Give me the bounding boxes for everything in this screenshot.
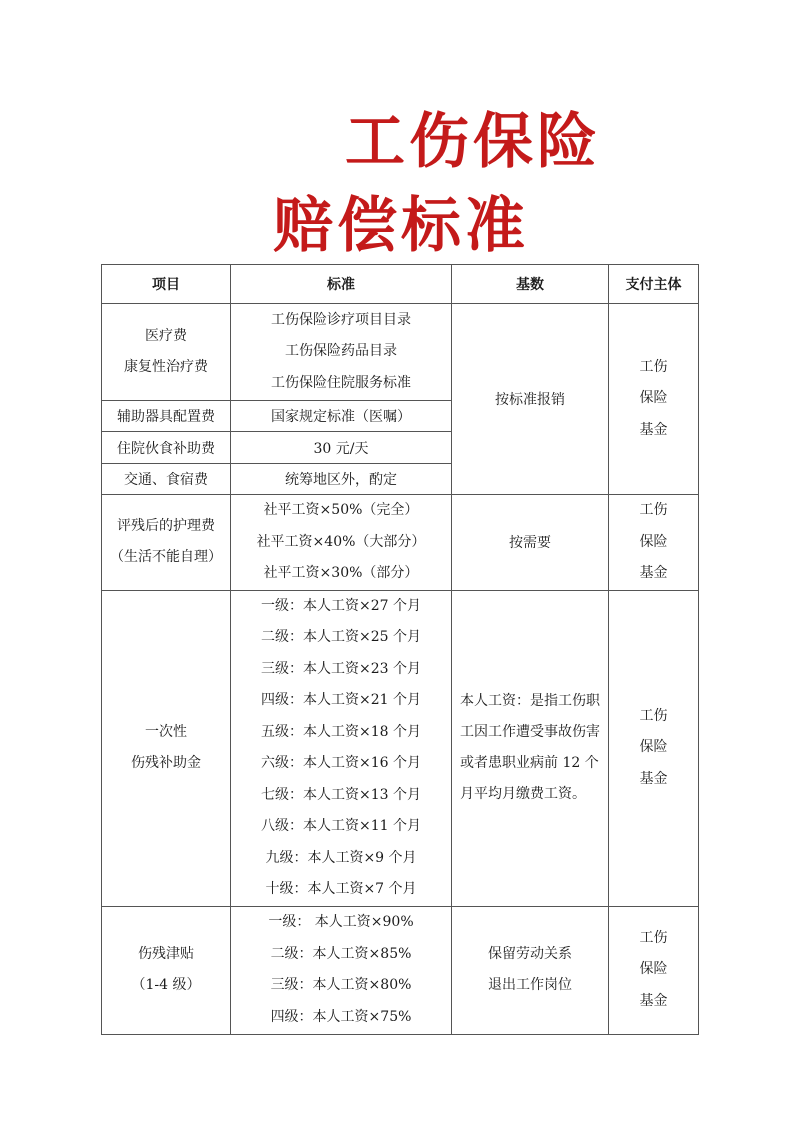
standard-cell: 社平工资×50%（完全） 社平工资×40%（大部分） 社平工资×30%（部分） <box>231 495 452 591</box>
header-standard: 标准 <box>231 265 452 304</box>
table-header-row <box>102 265 699 304</box>
table-row <box>102 495 699 591</box>
table-row <box>102 590 699 906</box>
standard-cell: 工伤保险诊疗项目目录 工伤保险药品目录 工伤保险住院服务标准 <box>231 304 452 401</box>
header-payer: 支付主体 <box>609 265 699 304</box>
item-cell: 住院伙食补助费 <box>102 432 231 464</box>
payer-cell: 工伤 保险 基金 <box>609 304 699 495</box>
payer-cell: 工伤 保险 基金 <box>609 906 699 1034</box>
item-cell: 医疗费 康复性治疗费 <box>102 304 231 401</box>
standard-cell: 统筹地区外，酌定 <box>231 464 452 495</box>
basis-cell: 保留劳动关系 退出工作岗位 <box>452 906 609 1034</box>
basis-cell: 按需要 <box>452 495 609 591</box>
standard-cell: 国家规定标准（医嘱） <box>231 401 452 432</box>
payer-cell: 工伤 保险 基金 <box>609 590 699 906</box>
item-cell: 评残后的护理费 （生活不能自理） <box>102 495 231 591</box>
item-cell: 交通、食宿费 <box>102 464 231 495</box>
table-row <box>102 304 699 401</box>
header-basis: 基数 <box>452 265 609 304</box>
item-cell: 辅助器具配置费 <box>102 401 231 432</box>
standard-cell: 30 元/天 <box>231 432 452 464</box>
item-cell: 一次性 伤残补助金 <box>102 590 231 906</box>
standard-cell: 一级： 本人工资×90% 二级：本人工资×85% 三级：本人工资×80% 四级：本人工资×75% <box>231 906 452 1034</box>
compensation-table <box>101 264 699 1035</box>
title-line-1: 工伤保险 <box>345 107 601 177</box>
standard-cell: 一级：本人工资×27 个月 二级：本人工资×25 个月 三级：本人工资×23 个月 四级：本人工资×21 个月 五级：本人工资×18 个月 六级：本人工资×16 个月 七级：本人工资×13 个月 八级：本人工资×11 个月 九级：本人工资×9 个月 十级：本人工资×7 个月 <box>231 590 452 906</box>
table-row <box>102 906 699 1034</box>
title-line-2: 赔偿标准 <box>273 191 529 261</box>
basis-cell: 按标准报销 <box>452 304 609 495</box>
basis-cell: 本人工资：是指工伤职工因工作遭受事故伤害或者患职业病前 12 个月平均月缴费工资。 <box>452 590 609 906</box>
payer-cell: 工伤 保险 基金 <box>609 495 699 591</box>
header-item: 项目 <box>102 265 231 304</box>
item-cell: 伤残津贴 （1-4 级） <box>102 906 231 1034</box>
